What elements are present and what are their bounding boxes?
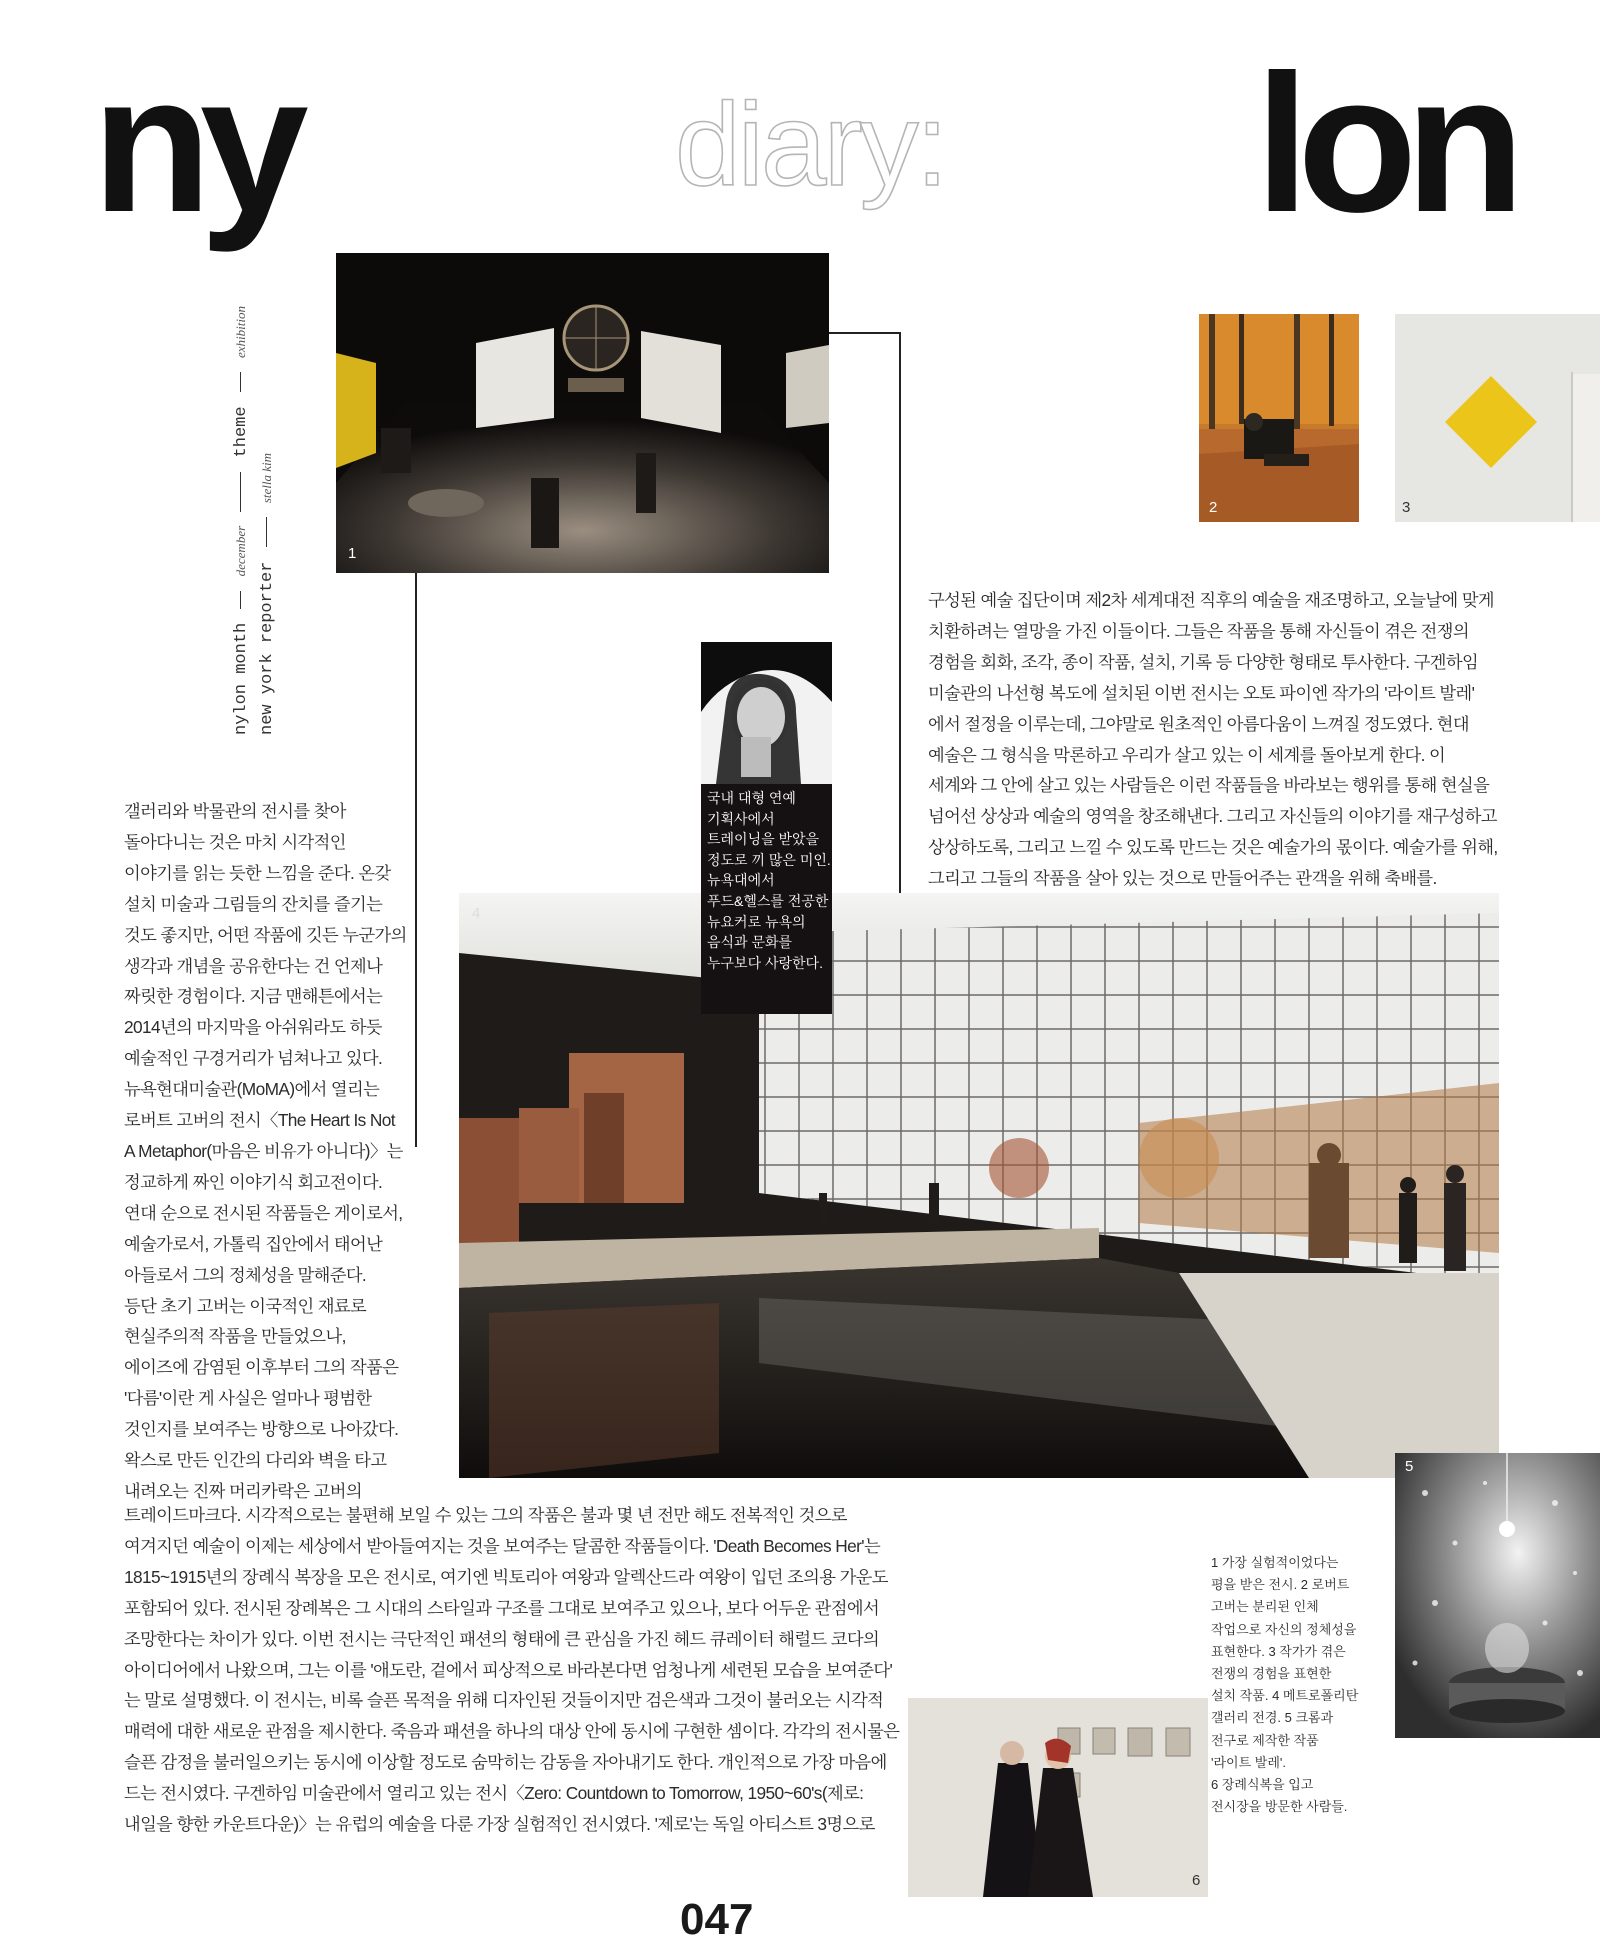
text-line: 내일을 향한 카운트다운)〉는 유럽의 예술을 다룬 가장 실험적인 전시였다. '제로'는 독일 아티스트 3명으로	[124, 1814, 875, 1835]
text-line: 정교하게 짜인 이야기식 회고전이다.	[124, 1171, 383, 1192]
text-line: 에서 절정을 이루는데, 그야말로 원초적인 아름다움이 느껴질 정도였다. 현대	[928, 713, 1469, 734]
page-number: 047	[680, 1895, 754, 1944]
reporter-quote-box	[701, 784, 832, 1014]
quote-line: 뉴요커로 뉴욕의	[707, 913, 806, 930]
caption-line: 6 장례식복을 입고	[1211, 1777, 1314, 1793]
caption-line: 전구로 제작한 작품	[1211, 1732, 1319, 1748]
photo-number: 6	[1192, 1872, 1201, 1889]
text-line: 여겨지던 예술이 이제는 세상에서 받아들여지는 것을 보여주는 달콤한 작품들이다. 'Death Becomes Her'는	[124, 1535, 881, 1556]
quote-line: 푸드&헬스를 전공한	[707, 892, 829, 909]
text-line: 구성된 예술 집단이며 제2차 세계대전 직후의 예술을 재조명하고, 오늘날에 맞게	[928, 590, 1495, 610]
text-line: 조망한다는 차이가 있다. 이번 전시는 극단적인 패션의 형태에 큰 관심을 가진 헤드 큐레이터 해럴드 코다의	[124, 1628, 880, 1649]
text-line: 넘어선 상상과 예술의 영역을 창조해낸다. 그리고 자신들의 이야기를 재구성하고	[928, 806, 1497, 827]
text-line: 1815~1915년의 장례식 복장을 모은 전시로, 여기엔 빅토리아 여왕과 알렉산드라 여왕이 입던 조의용 가운도	[124, 1566, 888, 1587]
text-line: 짜릿한 경험이다. 지금 맨해튼에서는	[124, 986, 383, 1007]
bottom-body-text	[124, 1500, 904, 1840]
photo-captions	[1211, 1552, 1391, 1818]
quote-line: 뉴욕대에서	[707, 872, 775, 889]
caption-line: 갤러리 전경. 5 크롬과	[1211, 1710, 1334, 1726]
caption-line: 작업으로 자신의 정체성을	[1211, 1621, 1357, 1637]
text-line: 설치 미술과 그림들의 잔치를 즐기는	[124, 893, 383, 914]
quote-line: 정도로 끼 많은 미인.	[707, 851, 831, 868]
photo-1-exhibition-room	[336, 253, 829, 573]
left-body-text	[124, 796, 464, 1507]
caption-line: 평을 받은 전시. 2 로버트	[1211, 1577, 1350, 1593]
text-line: 에이즈에 감염된 이후부터 그의 작품은	[124, 1357, 399, 1378]
photo-2-gober-legs	[1199, 314, 1359, 522]
caption-line: 전쟁의 경험을 표현한	[1211, 1666, 1332, 1682]
text-line: 예술은 그 형식을 막론하고 우리가 살고 있는 이 세계를 돌아보게 한다. 이	[928, 744, 1446, 765]
text-line: 등단 초기 고버는 이국적인 재료로	[124, 1295, 367, 1316]
text-line: 세계와 그 안에 살고 있는 사람들은 이런 작품들을 바라보는 행위를 통해 현실을	[928, 775, 1490, 796]
caption-line: 표현한다. 3 작가가 겪은	[1211, 1643, 1346, 1659]
text-line: 생각과 개념을 공유한다는 건 언제나	[124, 955, 383, 976]
photo-number: 5	[1405, 1458, 1414, 1475]
text-line: 그리고 그들의 작품을 살아 있는 것으로 만들어주는 관객을 위해 축배를.	[928, 868, 1437, 889]
reporter-portrait	[701, 642, 832, 784]
text-line: 드는 전시였다. 구겐하임 미술관에서 열리고 있는 전시〈Zero: Countdown to Tomorrow, 1950~60's(제로:	[124, 1783, 864, 1804]
meta-theme: theme	[232, 406, 251, 458]
photo-number: 2	[1209, 499, 1218, 516]
caption-line: '라이트 발레'.	[1211, 1754, 1286, 1770]
text-line: 이야기를 읽는 듯한 느낌을 준다. 온갖	[124, 862, 391, 883]
text-line: 뉴욕현대미술관(MoMA)에서 열리는	[124, 1079, 380, 1100]
text-line: 는 말로 설명했다. 이 전시는, 비록 슬픈 목적을 위해 디자인된 것들이지만 검은색과 그것이 불러오는 시각적	[124, 1690, 884, 1711]
photo-5-light-ballet	[1395, 1453, 1600, 1738]
photo-3-yellow-square	[1395, 314, 1600, 522]
text-line: 상상하도록, 그리고 느낄 수 있도록 만드는 것은 예술가의 몫이다. 예술가를 위해,	[928, 837, 1498, 858]
text-line: 것인지를 보여주는 방향으로 나아갔다.	[124, 1419, 399, 1440]
meta-author: stella kim	[259, 452, 274, 504]
text-line: 매력에 대한 새로운 관점을 제시한다. 죽음과 패션을 하나의 대상 안에 동시에 구현한 셈이다. 각각의 전시물은	[124, 1721, 900, 1742]
text-line: 아들로서 그의 정체성을 말해준다.	[124, 1264, 367, 1285]
text-line: '다름'이란 게 사실은 얼마나 평범한	[124, 1388, 372, 1409]
text-line: 포함되어 있다. 전시된 장례복은 그 시대의 스타일과 구조를 그대로 보여주고 있으나, 보다 어두운 관점에서	[124, 1597, 880, 1618]
header-diary: diary:	[675, 79, 946, 211]
meta-month: december	[233, 525, 248, 577]
text-line: 미술관의 나선형 복도에 설치된 이번 전시는 오토 파이엔 작가의 '라이트 발레'	[928, 682, 1475, 703]
caption-line: 전시장을 방문한 사람들.	[1211, 1799, 1348, 1815]
quote-line: 국내 대형 연예	[707, 790, 796, 806]
text-line: 경험을 회화, 조각, 종이 작품, 설치, 기록 등 다양한 형태로 투사한다. 구겐하임	[928, 651, 1479, 672]
quote-line: 누구보다 사랑한다.	[707, 954, 823, 971]
text-line: 로버트 고버의 전시〈The Heart Is Not	[124, 1110, 396, 1131]
meta-line2: new york reporter	[258, 561, 277, 735]
text-line: 왁스로 만든 인간의 다리와 벽을 타고	[124, 1450, 387, 1471]
header-ny: ny	[92, 34, 297, 253]
quote-line: 트레이닝을 받았을	[707, 831, 820, 848]
text-line: 돌아다니는 것은 마치 시각적인	[124, 831, 346, 852]
right-body-text	[928, 585, 1588, 894]
text-line: 예술가로서, 가톨릭 집안에서 태어난	[124, 1233, 383, 1254]
text-line: 슬픈 감정을 불러일으키는 동시에 이상할 정도로 숨막히는 감동을 자아내기도 한다. 개인적으로 가장 마음에	[124, 1752, 887, 1773]
caption-line: 고버는 분리된 인체	[1211, 1599, 1319, 1615]
text-line: 예술적인 구경거리가 넘쳐나고 있다.	[124, 1048, 383, 1069]
photo-number: 4	[472, 905, 481, 922]
photo-6-mourning-dress-visitors	[908, 1698, 1208, 1897]
caption-line: 설치 작품. 4 메트로폴리탄	[1211, 1688, 1359, 1704]
photo-number: 3	[1402, 499, 1411, 516]
quote-line: 음식과 문화를	[707, 934, 793, 951]
text-line: 갤러리와 박물관의 전시를 찾아	[124, 801, 346, 821]
text-line: 내려오는 진짜 머리카락은 고버의	[124, 1480, 362, 1501]
photo-4-metropolitan-gallery	[459, 893, 1499, 1478]
text-line: 치환하려는 열망을 가진 이들이다. 그들은 작품을 통해 자신들이 겪은 전쟁의	[928, 620, 1469, 641]
text-line: 연대 순으로 전시된 작품들은 게이로서,	[124, 1202, 403, 1223]
text-line: 아이디어에서 나왔으며, 그는 이를 '애도란, 겉에서 피상적으로 바라본다면 엄청나게 세련된 모습을 보여준다'	[124, 1659, 893, 1680]
text-line: A Metaphor(마음은 비유가 아니다)〉는	[124, 1140, 403, 1161]
text-line: 트레이드마크다. 시각적으로는 불편해 보일 수 있는 그의 작품은 불과 몇 년 전만 해도 전복적인 것으로	[124, 1505, 847, 1525]
caption-line: 1 가장 실험적이었다는	[1211, 1555, 1339, 1570]
text-line: 2014년의 마지막을 아쉬워라도 하듯	[124, 1017, 382, 1038]
header-lon: lon	[1255, 34, 1513, 253]
text-line: 현실주의적 작품을 만들었으나,	[124, 1326, 346, 1347]
meta-exhibition: exhibition	[233, 306, 248, 359]
text-line: 것도 좋지만, 어떤 작품에 깃든 누군가의	[124, 924, 407, 945]
meta-line1: nylon month	[232, 622, 251, 735]
photo-number: 1	[348, 545, 357, 562]
quote-line: 기획사에서	[707, 810, 775, 827]
